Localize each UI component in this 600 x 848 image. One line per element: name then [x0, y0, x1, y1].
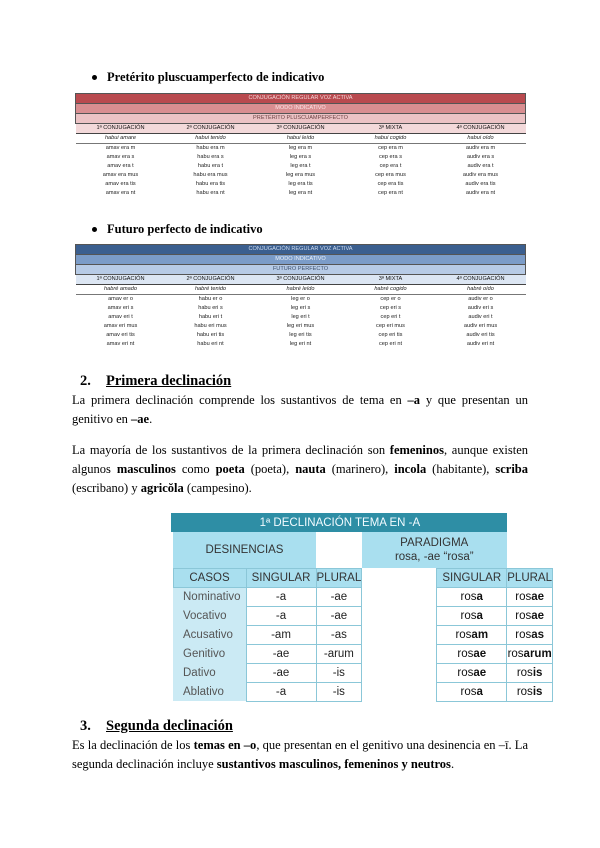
paradigm-stem: ros [516, 685, 533, 698]
pluscuam-cell: amav era tis [105, 181, 136, 187]
paradigm-stem: ros [455, 628, 472, 641]
text-run-bold: masculinos [116, 462, 176, 476]
primera-title-text: Primera declinación [106, 373, 232, 389]
ending-plural: -arum [316, 644, 362, 663]
pluscuam-cell: amav era nt [105, 190, 136, 196]
pluscuam-cell: habu era m [196, 145, 225, 151]
futuro-cell: habu eri t [198, 314, 223, 320]
text-run-bold: scriba [495, 462, 529, 476]
pluscuam-cell: amav era t [107, 163, 134, 169]
text-run-bold: agricŏla [140, 481, 184, 495]
pluscuam-cell: amav era m [105, 145, 136, 151]
pluscuam-table [75, 93, 526, 198]
futuro-table-row [76, 313, 526, 322]
futuro-cell: leg eri mus [286, 323, 315, 329]
ending-singular: -a [246, 606, 316, 625]
pluscuam-cell: leg era t [290, 163, 311, 169]
ending-singular: -am [246, 625, 316, 644]
futuro-cell: amav eri mus [103, 323, 138, 329]
segunda-number: 3. [80, 718, 91, 734]
paradigm-stem: ros [457, 647, 474, 660]
plural-header: PLURAL [316, 568, 362, 587]
futuro-cell: leg eri nt [289, 341, 312, 347]
paradigm-ending: as [531, 628, 545, 641]
pluscuam-cell: audiv era t [467, 163, 494, 169]
pluscuam-cell: habu era tis [195, 181, 226, 187]
futuro-column-header: 1ª CONJUGACIÓN [76, 275, 166, 285]
pluscuam-band-1: CONJUGACIÓN REGULAR VOZ ACTIVA [76, 94, 526, 104]
pluscuam-column-header: 3ª MIXTA [346, 124, 436, 134]
text-run-bold: nauta [295, 462, 326, 476]
ending-plural: -ae [316, 606, 362, 625]
text-run: La primera declinación comprende los sustantivos de tema en [72, 393, 408, 407]
text-run: (escribano) y [72, 481, 141, 495]
pluscuam-cell: audiv era tis [465, 181, 496, 187]
futuro-cell: amav eri s [107, 305, 134, 311]
paradigm-singular [437, 663, 507, 682]
case-name: Ablativo [173, 682, 246, 701]
pluscuam-table-row [76, 162, 526, 171]
pluscuam-cell: habui oído [436, 134, 526, 144]
ending-plural: -is [316, 663, 362, 682]
futuro-cell: habu eri tis [196, 332, 225, 338]
futuro-cell: habu eri nt [197, 341, 224, 347]
paradigm-singular [437, 587, 507, 606]
pluscuam-band-3: PRETÉRITO PLUSCUAMPERFECTO [76, 114, 526, 124]
text-run: (campesino). [183, 481, 252, 495]
pluscuam-cell: habu era mus [193, 172, 228, 178]
futuro-heading [92, 222, 263, 237]
futuro-table-row [76, 322, 526, 331]
pluscuam-heading [92, 70, 324, 85]
pluscuam-table-row [76, 189, 526, 198]
pluscuam-table-row [76, 134, 526, 144]
futuro-table-row [76, 285, 526, 295]
pluscuam-cell: audiv era mus [462, 172, 499, 178]
futuro-band-3: FUTURO PERFECTO [76, 265, 526, 275]
ending-singular: -a [246, 587, 316, 606]
pluscuam-table-row [76, 153, 526, 162]
paradigm-plural [507, 663, 553, 682]
text-run: como [175, 462, 216, 476]
pluscuam-cell: audiv era s [466, 154, 495, 160]
text-run: La mayoría de los sustantivos de la primera declinación son [72, 443, 390, 457]
ending-singular: -a [246, 682, 316, 701]
gap-cell [362, 606, 437, 625]
paradigm-plural-header: PLURAL [507, 568, 553, 587]
futuro-cell: amav eri tis [106, 332, 135, 338]
primera-title [80, 373, 231, 390]
case-name: Dativo [173, 663, 246, 682]
desinencias-header: DESINENCIAS [173, 532, 316, 568]
pluscuam-cell: amav era mus [102, 172, 139, 178]
futuro-cell: habu er o [198, 296, 223, 302]
declension-row [171, 625, 553, 644]
futuro-cell: audiv eri s [467, 305, 494, 311]
futuro-table-row [76, 295, 526, 305]
bullet-icon [92, 75, 97, 80]
paradigm-stem: ros [516, 666, 533, 679]
paradigm-stem: ros [457, 666, 474, 679]
declension-title: 1ª DECLINACIÓN TEMA EN -A [173, 513, 507, 532]
futuro-heading-text: Futuro perfecto de indicativo [107, 222, 263, 236]
text-run: (habitante), [426, 462, 496, 476]
pluscuam-cell: leg era m [288, 145, 313, 151]
paradigm-ending: ae [531, 609, 545, 622]
paradigm-plural [507, 644, 553, 663]
gap-cell [362, 587, 437, 606]
text-run: (poeta), [244, 462, 296, 476]
pluscuam-cell: cep era t [379, 163, 402, 169]
text-run-bold: incola [394, 462, 427, 476]
pluscuam-cell: cep era nt [378, 190, 403, 196]
paradigm-stem: ros [460, 609, 477, 622]
paradigm-plural [507, 606, 553, 625]
pluscuam-column-header: 2ª CONJUGACIÓN [166, 124, 256, 134]
casos-header: CASOS [173, 568, 246, 587]
text-run: Es la declinación de los [72, 738, 194, 752]
pluscuam-cell: habu era t [197, 163, 224, 169]
futuro-cell: cep eri t [380, 314, 401, 320]
pluscuam-cell: cep era tis [377, 181, 404, 187]
pluscuam-cell: leg era nt [288, 190, 313, 196]
futuro-cell: habré amado [76, 285, 166, 295]
pluscuam-cell: cep era mus [375, 172, 406, 178]
pluscuam-column-header: 4ª CONJUGACIÓN [436, 124, 526, 134]
futuro-cell: habré leído [256, 285, 346, 295]
paradigma-line-2: rosa, -ae “rosa” [394, 550, 474, 563]
text-run: , aunque existen algunos [72, 443, 528, 476]
paradigm-ending: am [471, 628, 489, 641]
paradigm-ending: ae [473, 666, 487, 679]
gap-cell [362, 625, 437, 644]
ending-plural: -ae [316, 587, 362, 606]
text-run-bold: –a [407, 393, 421, 407]
futuro-table [75, 244, 526, 349]
declension-column-headers [171, 568, 553, 587]
text-run-bold: –ae [131, 412, 150, 426]
paradigm-ending: a [476, 609, 483, 622]
pluscuam-cell: habui leído [256, 134, 346, 144]
futuro-cell: habré cogido [346, 285, 436, 295]
pluscuam-cell: amav era s [106, 154, 135, 160]
text-run: . [450, 757, 455, 771]
declension-row [171, 644, 553, 663]
declension-row [171, 663, 553, 682]
pluscuam-column-header: 1ª CONJUGACIÓN [76, 124, 166, 134]
primera-number: 2. [80, 373, 91, 389]
futuro-cell: cep er o [380, 296, 401, 302]
declension-row [171, 682, 553, 701]
futuro-cell: leg eri tis [289, 332, 312, 338]
paradigm-stem: ros [507, 647, 524, 660]
case-name: Vocativo [173, 606, 246, 625]
pluscuam-cell: habui cogido [346, 134, 436, 144]
pluscuam-table-row [76, 144, 526, 154]
gap-cell [362, 568, 437, 587]
futuro-cell: audiv er o [468, 296, 493, 302]
paradigma-line-1: PARADIGMA [400, 536, 469, 549]
paradigm-singular [437, 682, 507, 701]
declension-row [171, 606, 553, 625]
futuro-cell: amav eri t [108, 314, 133, 320]
pluscuam-table-row [76, 180, 526, 189]
text-run-bold: sustantivos masculinos, femeninos y neutros [216, 757, 451, 771]
pluscuam-band-2: MODO INDICATIVO [76, 104, 526, 114]
paradigm-stem: ros [515, 628, 532, 641]
gap-cell [362, 644, 437, 663]
pluscuam-cell: habui amare [76, 134, 166, 144]
paradigm-stem: ros [515, 590, 532, 603]
text-run: , que presentan en el genitivo una desinencia en –ī. La segunda declinación incluye [72, 738, 528, 771]
paradigm-singular [437, 644, 507, 663]
futuro-cell: cep eri s [379, 305, 402, 311]
segunda-title-text: Segunda declinación [106, 718, 233, 734]
paradigm-ending: a [476, 590, 483, 603]
futuro-cell: audiv eri t [468, 314, 493, 320]
paradigm-stem: ros [460, 685, 477, 698]
pluscuam-cell: cep era s [378, 154, 402, 160]
futuro-cell: habu eri mus [194, 323, 227, 329]
futuro-table-row [76, 331, 526, 340]
pluscuam-cell: habu era nt [196, 190, 225, 196]
case-name: Nominativo [173, 587, 246, 606]
pluscuam-cell: cep era m [378, 145, 403, 151]
ending-plural: -is [316, 682, 362, 701]
segunda-paragraph [72, 736, 528, 774]
paradigm-plural [507, 682, 553, 701]
ending-singular: -ae [246, 663, 316, 682]
pluscuam-cell: leg era tis [288, 181, 313, 187]
futuro-cell: cep eri nt [378, 341, 402, 347]
futuro-cell: audiv eri tis [466, 332, 495, 338]
pluscuam-cell: leg era mus [285, 172, 316, 178]
futuro-band-2: MODO INDICATIVO [76, 255, 526, 265]
pluscuam-cell: leg era s [289, 154, 312, 160]
pluscuam-cell: audiv era m [465, 145, 496, 151]
futuro-cell: leg er o [291, 296, 310, 302]
futuro-cell: cep eri mus [376, 323, 405, 329]
paradigm-plural [507, 587, 553, 606]
futuro-cell: leg eri s [290, 305, 311, 311]
segunda-title [80, 718, 233, 735]
futuro-column-header: 3ª MIXTA [346, 275, 436, 285]
paradigm-plural [507, 625, 553, 644]
pluscuam-column-header: 3ª CONJUGACIÓN [256, 124, 346, 134]
paradigm-stem: ros [515, 609, 532, 622]
pluscuam-cell: habu era s [197, 154, 224, 160]
text-run-bold: temas en –o [193, 738, 257, 752]
declension-table [171, 513, 553, 702]
paradigm-ending: a [476, 685, 483, 698]
gap-cell [362, 663, 437, 682]
pluscuam-cell: audiv era nt [465, 190, 496, 196]
pluscuam-table-row [76, 171, 526, 180]
ending-singular: -ae [246, 644, 316, 663]
gap-cell [316, 532, 362, 568]
futuro-cell: leg eri t [291, 314, 310, 320]
text-run-bold: poeta [215, 462, 245, 476]
paradigm-singular [437, 625, 507, 644]
text-run: (marinero), [325, 462, 395, 476]
futuro-cell: amav eri nt [106, 341, 135, 347]
paradigm-ending: ae [531, 590, 545, 603]
futuro-cell: habré oído [436, 285, 526, 295]
paradigm-ending: is [532, 685, 543, 698]
pluscuam-heading-text: Pretérito pluscuamperfecto de indicativo [107, 70, 325, 84]
futuro-column-header: 2ª CONJUGACIÓN [166, 275, 256, 285]
primera-paragraph-1 [72, 391, 528, 429]
futuro-cell: habré tenido [166, 285, 256, 295]
declension-row [171, 587, 553, 606]
case-name: Acusativo [173, 625, 246, 644]
paradigma-header [362, 532, 507, 568]
paradigm-singular-header: SINGULAR [437, 568, 507, 587]
text-run: . [149, 412, 153, 426]
text-run-bold: femeninos [389, 443, 444, 457]
futuro-table-row [76, 304, 526, 313]
gap-cell [362, 682, 437, 701]
futuro-cell: audiv eri nt [466, 341, 495, 347]
singular-header: SINGULAR [246, 568, 316, 587]
futuro-cell: habu eri s [198, 305, 223, 311]
paradigm-singular [437, 606, 507, 625]
futuro-cell: audiv eri mus [463, 323, 498, 329]
futuro-column-header: 4ª CONJUGACIÓN [436, 275, 526, 285]
futuro-column-header: 3ª CONJUGACIÓN [256, 275, 346, 285]
paradigm-ending: arum [523, 647, 552, 660]
futuro-table-row [76, 340, 526, 349]
text-run: y que presentan un genitivo en [72, 393, 528, 426]
paradigm-ending: is [532, 666, 543, 679]
futuro-cell: cep eri tis [378, 332, 403, 338]
ending-plural: -as [316, 625, 362, 644]
primera-paragraph-2 [72, 441, 528, 498]
futuro-cell: amav er o [108, 296, 133, 302]
bullet-icon [92, 227, 97, 232]
futuro-band-1: CONJUGACIÓN REGULAR VOZ ACTIVA [76, 245, 526, 255]
paradigm-stem: ros [460, 590, 477, 603]
case-name: Genitivo [173, 644, 246, 663]
paradigm-ending: ae [473, 647, 487, 660]
pluscuam-cell: habui tenido [166, 134, 256, 144]
